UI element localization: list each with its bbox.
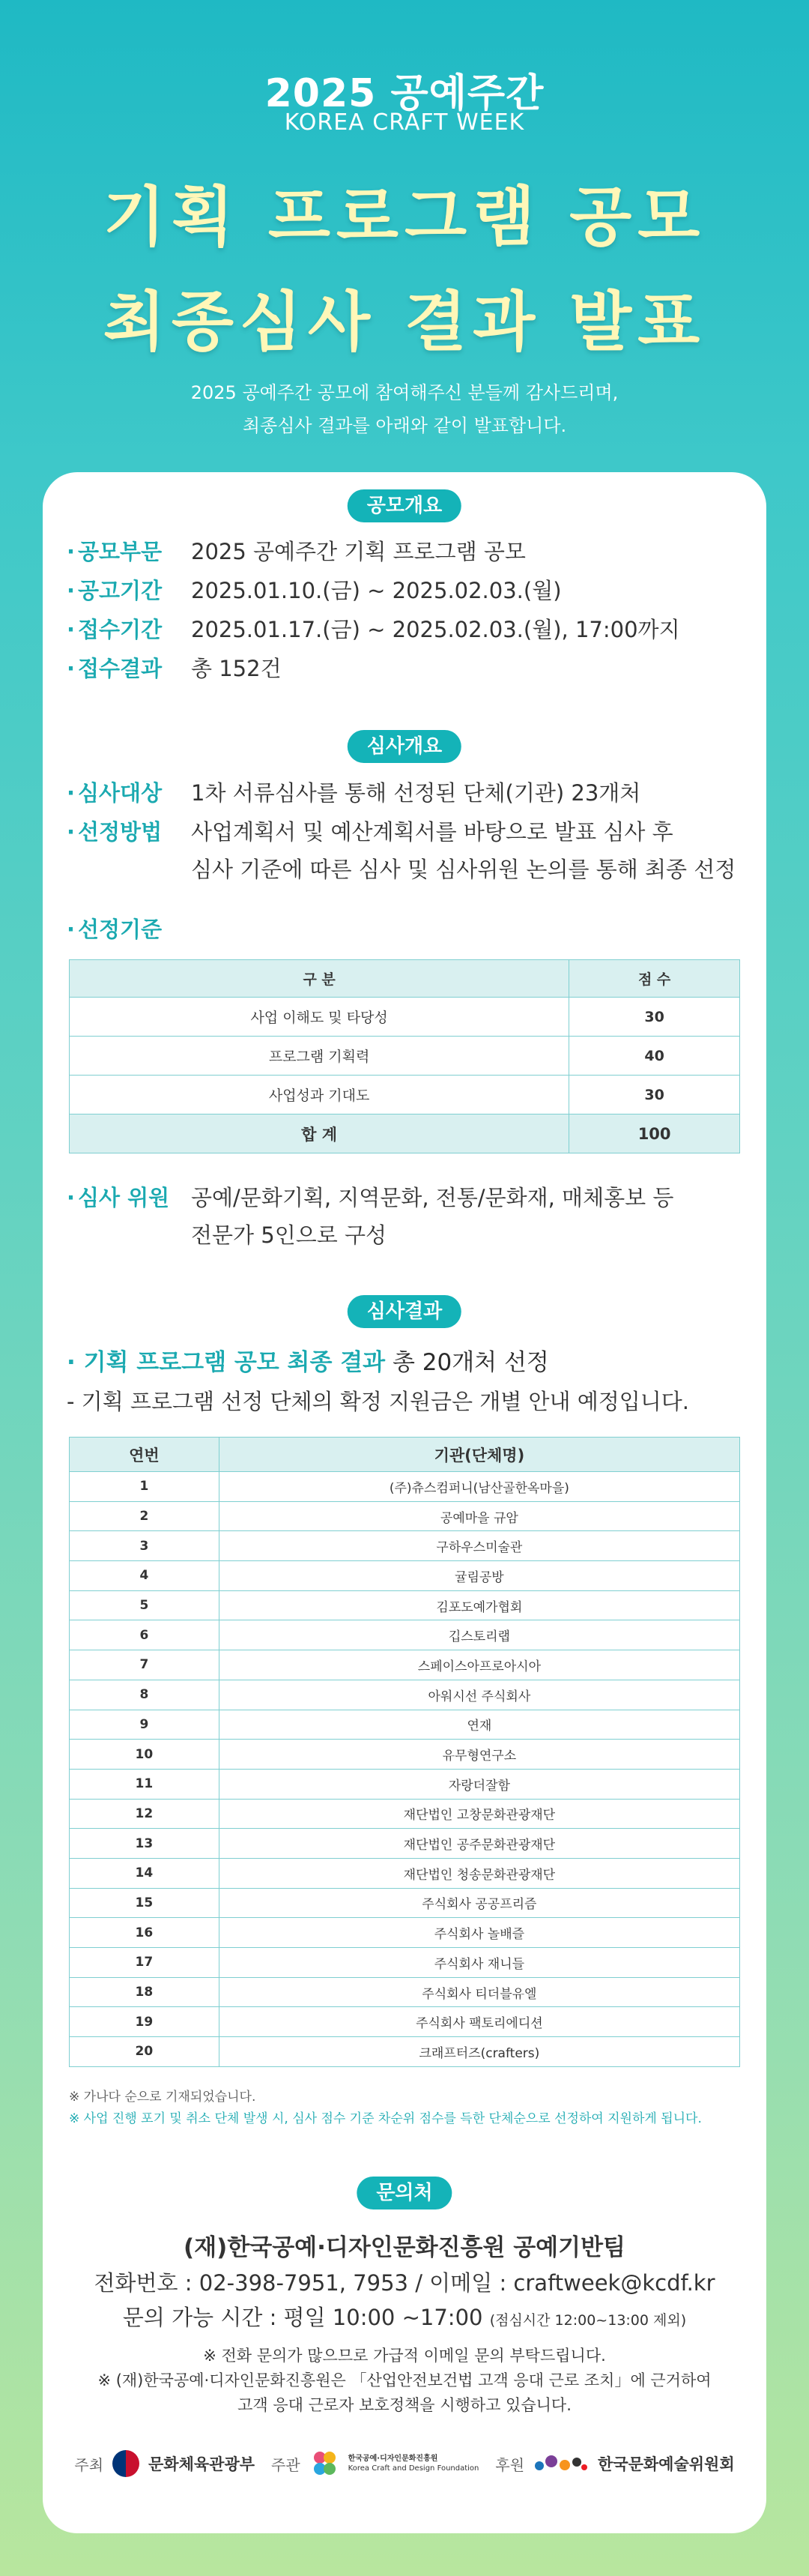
judges-row	[67, 1183, 744, 1250]
judges-value	[191, 1183, 673, 1250]
review-method-key: · 선정방법	[67, 817, 191, 884]
row-number: 5	[70, 1590, 219, 1620]
organization-name: 주식회사 놀배즐	[219, 1918, 739, 1948]
results-header-name: 기관(단체명)	[219, 1438, 739, 1472]
row-number: 4	[70, 1561, 219, 1591]
review-target-key: · 심사대상	[67, 778, 191, 808]
row-number: 9	[70, 1710, 219, 1740]
organization-name: 재단법인 공주문화관광재단	[219, 1829, 739, 1859]
organization-name: 연재	[219, 1710, 739, 1740]
results-header-no: 연번	[70, 1438, 219, 1472]
row-number: 11	[70, 1769, 219, 1799]
criteria-row	[67, 914, 744, 944]
headline-line-1: 기획 프로그램 공모	[103, 180, 706, 255]
review-method-line-1: 사업계획서 및 예산계획서를 바탕으로 발표 심사 후	[191, 819, 673, 845]
row-number: 10	[70, 1740, 219, 1770]
headline-line-2: 최종심사 결과 발표	[103, 285, 706, 360]
contact-hours	[43, 2301, 766, 2332]
overview-value: 2025.01.17.(금) ~ 2025.02.03.(월), 17:00까지	[191, 617, 680, 642]
overview-value: 2025.01.10.(금) ~ 2025.02.03.(월)	[191, 578, 562, 603]
row-number: 15	[70, 1888, 219, 1918]
section-label-overview: 공모개요	[348, 489, 461, 522]
criteria-key: · 선정기준	[67, 914, 191, 944]
organization-name: 공예마을 규암	[219, 1501, 739, 1531]
criteria-header-score: 점 수	[569, 960, 740, 998]
organizer-name-ko: 한국공예·디자인문화진흥원	[348, 2455, 438, 2463]
organization-name: 주식회사 공공프리즘	[219, 1888, 739, 1918]
row-number: 3	[70, 1531, 219, 1561]
organizer-name-en: Korea Craft and Design Foundation	[348, 2464, 479, 2473]
overview-row	[67, 576, 744, 606]
table-row	[70, 1829, 740, 1859]
table-row	[70, 1769, 740, 1799]
row-number: 6	[70, 1620, 219, 1650]
table-row	[70, 1472, 740, 1502]
organization-name: 재단법인 청송문화관광재단	[219, 1858, 739, 1888]
event-title: 2025 공예주간	[264, 71, 545, 116]
review-target-row	[67, 778, 744, 808]
organization-name: 깁스토리랩	[219, 1620, 739, 1650]
row-number: 20	[70, 2037, 219, 2067]
table-row	[70, 2007, 740, 2037]
row-number: 2	[70, 1501, 219, 1531]
results-headline-key: · 기획 프로그램 공모 최종 결과	[67, 1349, 386, 1376]
table-row	[70, 1620, 740, 1650]
row-number: 18	[70, 1977, 219, 2007]
contact-notice-3: 고객 응대 근로자 보호정책을 시행하고 있습니다.	[237, 2396, 572, 2414]
criteria-score: 40	[569, 1037, 740, 1076]
overview-key: · 공모부문	[67, 537, 191, 567]
organization-name: 주식회사 티더블유엘	[219, 1977, 739, 2007]
table-row	[70, 1977, 740, 2007]
row-number: 12	[70, 1799, 219, 1829]
event-english-title: KOREA CRAFT WEEK	[284, 109, 525, 136]
results-subnote: - 기획 프로그램 선정 단체의 확정 지원금은 개별 안내 예정입니다.	[67, 1389, 690, 1414]
contact-hours-note: (점심시간 12:00~13:00 제외)	[489, 2312, 687, 2329]
intro-line-1: 2025 공예주간 공모에 참여해주신 분들께 감사드리며,	[190, 382, 619, 403]
criteria-total-score: 100	[569, 1114, 740, 1153]
results-headline-value: 총 20개처 선정	[385, 1349, 549, 1376]
organization-name: 자랑더잘함	[219, 1769, 739, 1799]
criteria-name: 사업성과 기대도	[70, 1076, 569, 1114]
row-number: 16	[70, 1918, 219, 1948]
table-row	[70, 1710, 740, 1740]
results-table	[69, 1437, 740, 2067]
criteria-total-label: 합 계	[70, 1114, 569, 1153]
overview-row	[67, 537, 744, 567]
overview-key: · 접수결과	[67, 654, 191, 684]
organization-name: 아워시선 주식회사	[219, 1680, 739, 1710]
results-note-2: ※ 사업 진행 포기 및 취소 단체 발생 시, 심사 점수 기준 차순위 점수를 득한 단체순으로 선정하여 지원하게 됩니다.	[69, 2111, 702, 2126]
table-row	[70, 1501, 740, 1531]
overview-key: · 공고기간	[67, 576, 191, 606]
row-number: 14	[70, 1858, 219, 1888]
contact-org: (재)한국공예·디자인문화진흥원 공예기반팀	[184, 2234, 625, 2261]
criteria-name: 프로그램 기획력	[70, 1037, 569, 1076]
table-row-total	[70, 1114, 740, 1153]
row-number: 8	[70, 1680, 219, 1710]
judges-key: · 심사 위원	[67, 1183, 191, 1250]
intro-text	[0, 376, 809, 442]
footer-sponsors	[43, 2441, 766, 2486]
table-row	[70, 1799, 740, 1829]
contact-hours-main: 문의 가능 시간 : 평일 10:00 ~17:00	[122, 2305, 483, 2330]
judges-line-1: 공예/문화기획, 지역문화, 전통/문화재, 매체홍보 등	[191, 1185, 674, 1210]
organization-name: 김포도예가협회	[219, 1590, 739, 1620]
results-headline	[67, 1346, 549, 1379]
criteria-name: 사업 이해도 및 타당성	[70, 998, 569, 1037]
organizer-name	[348, 2454, 479, 2473]
table-row	[70, 1650, 740, 1680]
organization-name: 주식회사 재니들	[219, 1948, 739, 1978]
review-method-value	[191, 817, 736, 884]
row-number: 17	[70, 1948, 219, 1978]
section-label-review: 심사개요	[348, 730, 461, 763]
organization-name: 스페이스아프로아시아	[219, 1650, 739, 1680]
section-label-contact: 문의처	[357, 2177, 452, 2209]
table-row	[70, 1531, 740, 1561]
kcdf-logo-icon	[309, 2449, 339, 2479]
table-row	[70, 1740, 740, 1770]
criteria-table	[69, 959, 740, 1153]
host-name: 문화체육관광부	[148, 2455, 255, 2473]
judges-line-2: 전문가 5인으로 구성	[191, 1222, 387, 1248]
organizer-label: 주관	[271, 2455, 300, 2474]
row-number: 1	[70, 1472, 219, 1502]
row-number: 7	[70, 1650, 219, 1680]
intro-line-2: 최종심사 결과를 아래와 같이 발표합니다.	[242, 415, 567, 436]
table-row	[70, 1918, 740, 1948]
table-row	[70, 1948, 740, 1978]
overview-value: 2025 공예주간 기획 프로그램 공모	[191, 539, 526, 564]
criteria-score: 30	[569, 1076, 740, 1114]
sponsor-label: 후원	[495, 2455, 525, 2474]
row-number: 19	[70, 2007, 219, 2037]
overview-value: 총 152건	[191, 656, 282, 681]
taegeuk-logo-icon	[112, 2450, 139, 2477]
organization-name: 재단법인 고창문화관광재단	[219, 1799, 739, 1829]
table-row	[70, 1680, 740, 1710]
overview-row	[67, 615, 744, 645]
organization-name: 귤림공방	[219, 1561, 739, 1591]
table-row	[70, 1590, 740, 1620]
review-method-row	[67, 817, 744, 884]
table-row	[70, 1888, 740, 1918]
contact-notice-1: ※ 전화 문의가 많으므로 가급적 이메일 문의 부탁드립니다.	[203, 2347, 606, 2365]
content-card	[43, 472, 766, 2533]
row-number: 13	[70, 1829, 219, 1859]
table-row	[70, 2037, 740, 2067]
section-label-results: 심사결과	[348, 1295, 461, 1328]
contact-phone: 전화번호 : 02-398-7951, 7953 / 이메일 : craftweek@kcdf.kr	[94, 2270, 715, 2296]
contact-notice-2: ※ (재)한국공예·디자인문화진흥원은 「산업안전보건법 고객 응대 근로 조치」에 근거하여	[97, 2371, 712, 2389]
organization-name: (주)츄스컴퍼니(남산골한옥마을)	[219, 1472, 739, 1502]
table-row	[70, 1858, 740, 1888]
review-method-line-2: 심사 기준에 따른 심사 및 심사위원 논의를 통해 최종 선정	[191, 857, 736, 882]
overview-key: · 접수기간	[67, 615, 191, 645]
review-target-value: 1차 서류심사를 통해 선정된 단체(기관) 23개처	[191, 780, 641, 806]
organization-name: 주식회사 팩토리에디션	[219, 2007, 739, 2037]
organization-name: 구하우스미술관	[219, 1531, 739, 1561]
table-row	[70, 998, 740, 1037]
criteria-score: 30	[569, 998, 740, 1037]
table-row	[70, 1076, 740, 1114]
results-note-1: ※ 가나다 순으로 기재되었습니다.	[69, 2090, 256, 2105]
table-row	[70, 1561, 740, 1591]
arko-logo-icon	[533, 2452, 589, 2475]
organization-name: 크래프터즈(crafters)	[219, 2037, 739, 2067]
organization-name: 유무형연구소	[219, 1740, 739, 1770]
table-row	[70, 1037, 740, 1076]
criteria-header-category: 구 분	[70, 960, 569, 998]
sponsor-name: 한국문화예술위원회	[598, 2455, 735, 2473]
overview-row	[67, 654, 744, 684]
host-label: 주최	[74, 2455, 104, 2474]
